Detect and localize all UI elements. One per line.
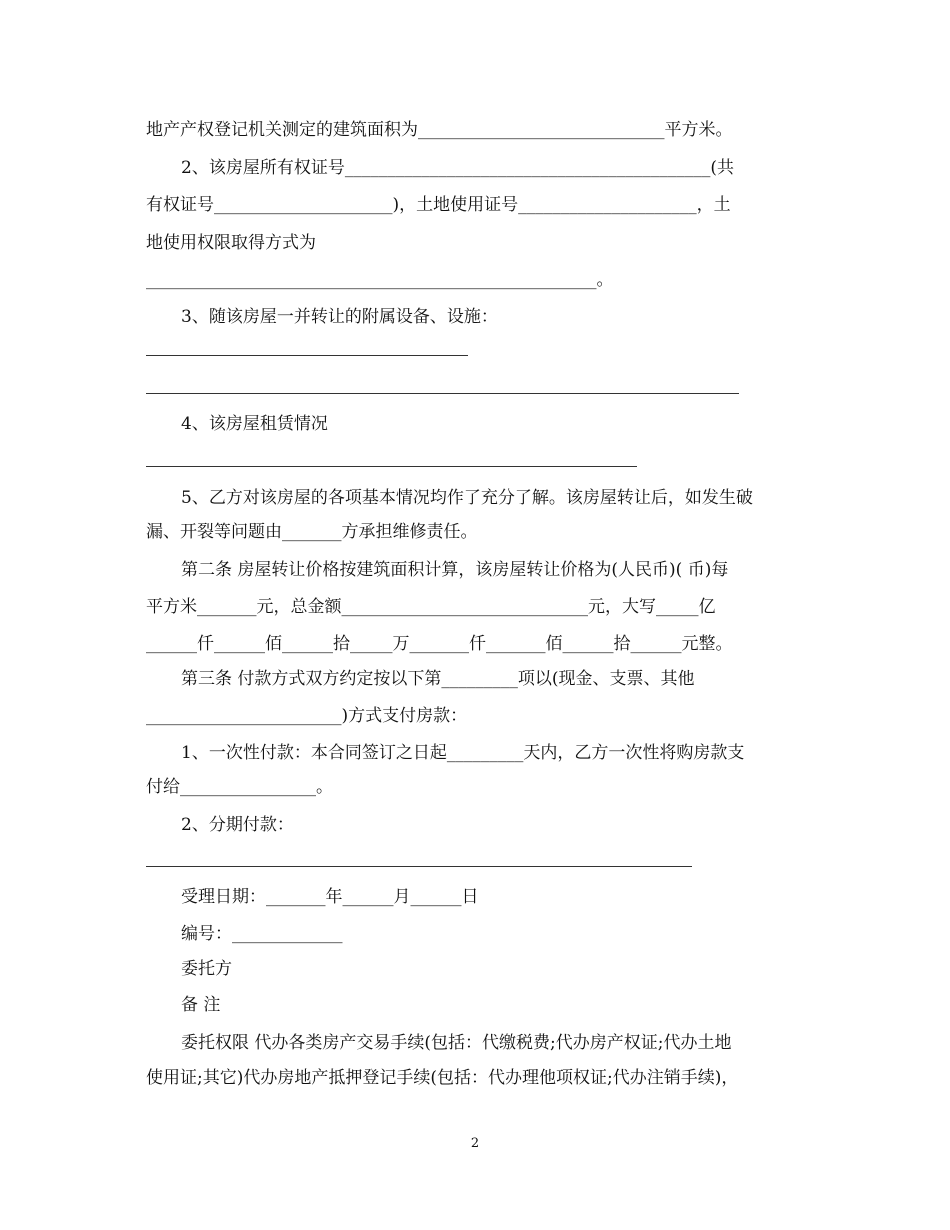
text-line: ______仟______佰______拾_____万_______仟_______佰______拾______元整。 bbox=[146, 634, 733, 654]
text-line: 4、该房屋租赁情况 bbox=[181, 414, 328, 434]
text-line: 2、分期付款： bbox=[181, 815, 294, 835]
text-line: 委托方 bbox=[181, 959, 232, 979]
text-line: 有权证号_____________________)，土地使用证号_____________________，土 bbox=[146, 195, 731, 215]
text-line: 第二条 房屋转让价格按建筑面积计算，该房屋转让价格为(人民币)( 币)每 bbox=[181, 560, 729, 580]
text-line: _______________________)方式支付房款： bbox=[146, 706, 468, 726]
text-line: 付给________________。 bbox=[146, 777, 333, 797]
text-line: 地使用权限取得方式为 bbox=[146, 233, 316, 253]
text-line: 5、乙方对该房屋的各项基本情况均作了充分了解。该房屋转让后，如发生破 bbox=[181, 488, 753, 508]
text-line: 备 注 bbox=[181, 995, 221, 1015]
text-line: 2、该房屋所有权证号___________________________________________(共 bbox=[181, 158, 734, 178]
text-line: 3、随该房屋一并转让的附属设备、设施： bbox=[181, 307, 498, 327]
text-line: 委托权限 代办各类房产交易手续(包括：代缴税费;代办房产权证;代办土地 bbox=[181, 1033, 732, 1053]
page-number: 2 bbox=[470, 1136, 480, 1151]
text-line: 漏、开裂等问题由_______方承担维修责任。 bbox=[146, 522, 478, 542]
text-line: 受理日期：_______年______月______日 bbox=[181, 887, 479, 907]
blank-rule bbox=[146, 466, 637, 467]
text-line: 地产产权登记机关测定的建筑面积为_____________________________平方米。 bbox=[146, 120, 733, 140]
text-line: 第三条 付款方式双方约定按以下第_________项以(现金、支票、其他 bbox=[181, 669, 695, 689]
blank-rule bbox=[146, 355, 468, 356]
blank-rule bbox=[146, 866, 692, 867]
text-line: 编号：_____________ bbox=[181, 924, 343, 944]
text-line: 平方米_______元，总金额_____________________________元，大写_____亿 bbox=[146, 597, 716, 617]
blank-rule bbox=[146, 393, 739, 394]
text-line: 1、一次性付款：本合同签订之日起_________天内，乙方一次性将购房款支 bbox=[181, 743, 745, 763]
text-line: 使用证;其它)代办房地产抵押登记手续(包括：代办理他项权证;代办注销手续)， bbox=[146, 1068, 739, 1088]
text-line: _____________________________________________________。 bbox=[146, 270, 614, 290]
